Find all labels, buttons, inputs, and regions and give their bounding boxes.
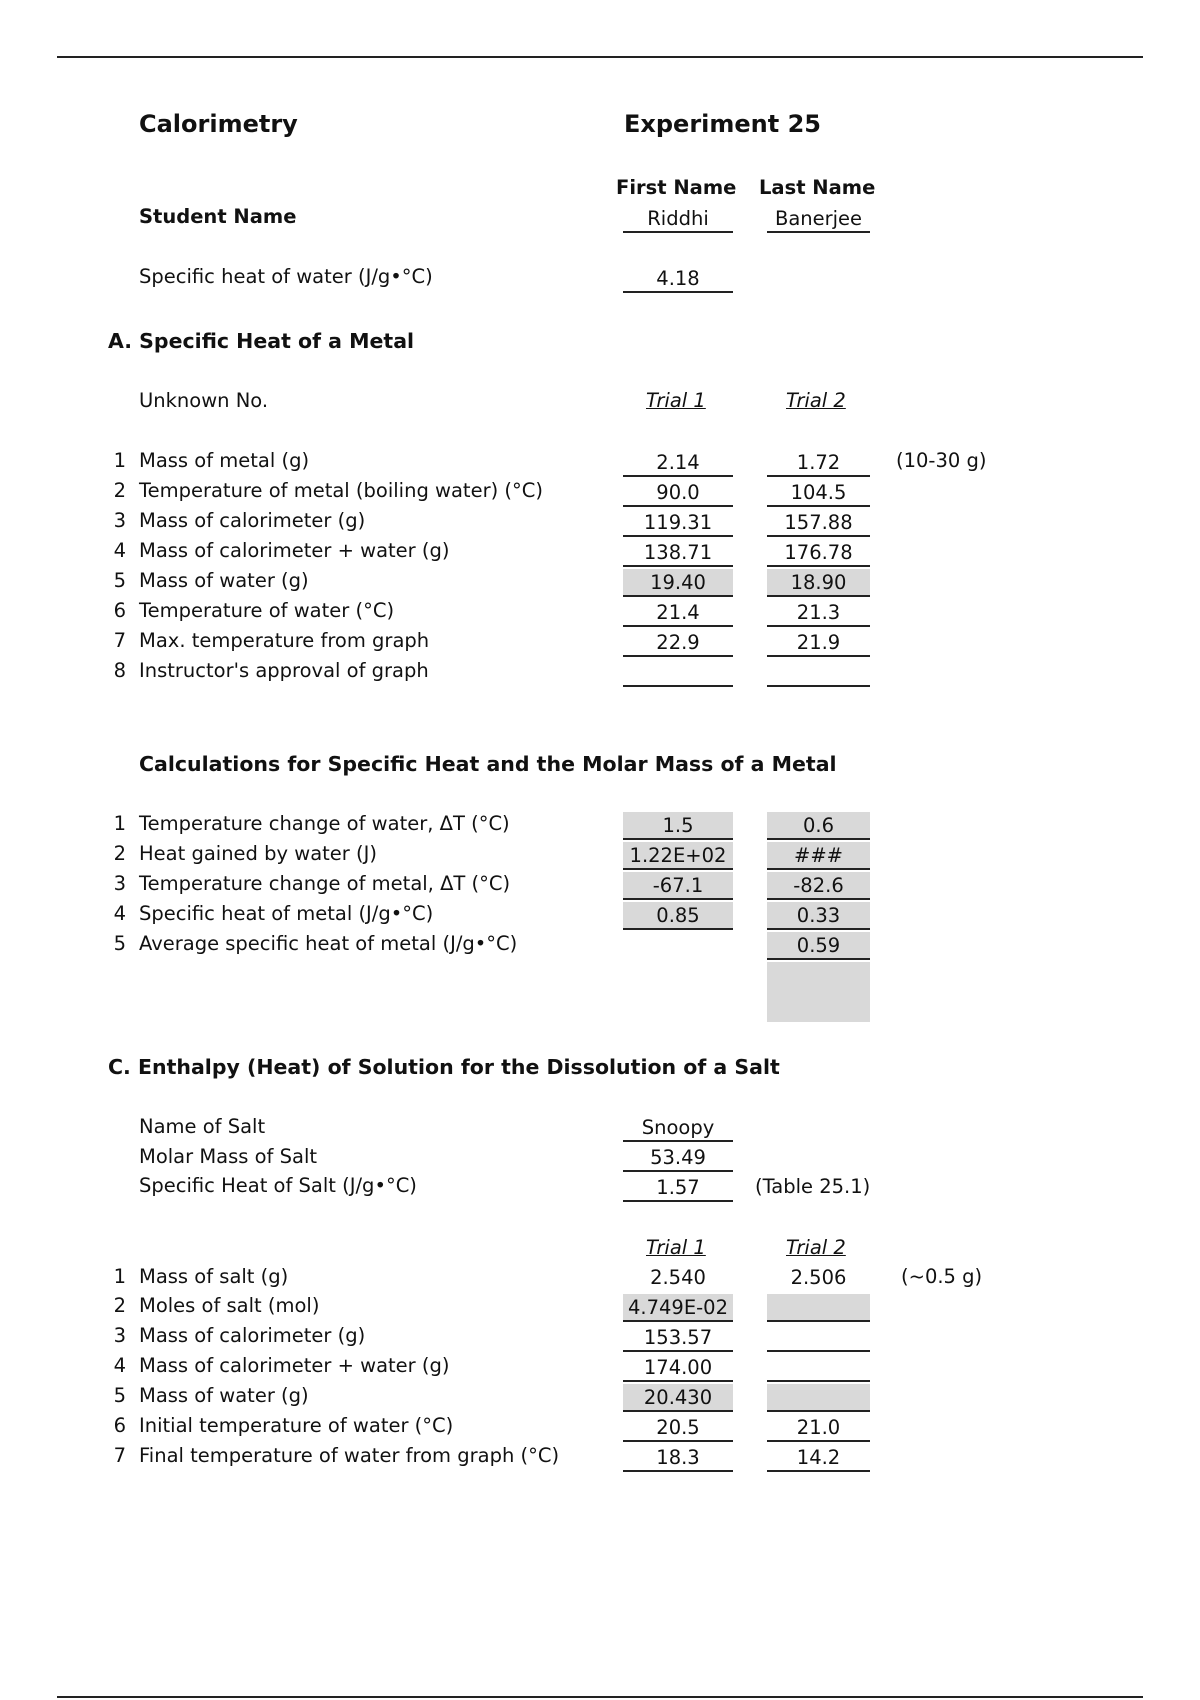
section-a-title: A. Specific Heat of a Metal xyxy=(108,329,415,353)
row-number: 3 xyxy=(113,872,126,895)
page-title: Calorimetry xyxy=(139,110,298,138)
trial2-approval-field[interactable] xyxy=(767,659,870,687)
row-label: Mass of calorimeter + water (g) xyxy=(139,539,450,562)
row-label: Temperature change of metal, ΔT (°C) xyxy=(139,872,511,895)
trial2-computed-value: ### xyxy=(767,842,870,870)
row-number: 4 xyxy=(113,1354,126,1377)
row-number: 5 xyxy=(113,932,126,955)
row-number: 7 xyxy=(113,1444,126,1467)
trial2-computed-value xyxy=(767,1384,870,1412)
row-label: Initial temperature of water (°C) xyxy=(139,1414,454,1437)
water-specific-heat-field[interactable]: 4.18 xyxy=(623,265,733,293)
trial1-value[interactable]: 21.4 xyxy=(623,599,733,627)
row-label: Max. temperature from graph xyxy=(139,629,430,652)
unknown-number-label: Unknown No. xyxy=(139,389,269,412)
trial2-value[interactable]: 104.5 xyxy=(767,479,870,507)
molar-mass-field[interactable]: 53.49 xyxy=(623,1144,733,1172)
row-label: Average specific heat of metal (J/g•°C) xyxy=(139,932,518,955)
row-number: 3 xyxy=(113,509,126,532)
trial1-value[interactable]: 90.0 xyxy=(623,479,733,507)
section-c-title: C. Enthalpy (Heat) of Solution for the Dissolution of a Salt xyxy=(108,1055,780,1079)
trial2-header: Trial 2 xyxy=(786,389,846,412)
row-number: 1 xyxy=(113,449,126,472)
trial1-value[interactable]: 2.14 xyxy=(623,449,733,477)
row-label: Heat gained by water (J) xyxy=(139,842,377,865)
trial1-value[interactable]: 153.57 xyxy=(623,1324,733,1352)
row-label: Mass of salt (g) xyxy=(139,1265,289,1288)
trial1-computed-value: 4.749E-02 xyxy=(623,1294,733,1322)
row-note: (~0.5 g) xyxy=(901,1265,983,1288)
trial2-value[interactable]: 14.2 xyxy=(767,1444,870,1472)
last-name-header: Last Name xyxy=(759,176,876,199)
salt-name-label: Name of Salt xyxy=(139,1115,266,1138)
row-number: 2 xyxy=(113,479,126,502)
row-number: 6 xyxy=(113,1414,126,1437)
trial1-computed-value: 0.85 xyxy=(623,902,733,930)
trial1-value[interactable]: 22.9 xyxy=(623,629,733,657)
row-label: Temperature of water (°C) xyxy=(139,599,395,622)
row-number: 1 xyxy=(113,812,126,835)
trial1-value[interactable]: 138.71 xyxy=(623,539,733,567)
row-note: (10-30 g) xyxy=(896,449,987,472)
row-label: Mass of calorimeter + water (g) xyxy=(139,1354,450,1377)
row-label: Temperature of metal (boiling water) (°C) xyxy=(139,479,543,502)
calculations-title: Calculations for Specific Heat and the Molar Mass of a Metal xyxy=(139,752,837,776)
shaded-empty-cell xyxy=(767,962,870,1022)
row-number: 6 xyxy=(113,599,126,622)
trial2-computed-value: -82.6 xyxy=(767,872,870,900)
row-number: 5 xyxy=(113,569,126,592)
row-label: Mass of calorimeter (g) xyxy=(139,509,366,532)
trial1-value[interactable]: 20.5 xyxy=(623,1414,733,1442)
trial2-value[interactable]: 21.3 xyxy=(767,599,870,627)
row-number: 5 xyxy=(113,1384,126,1407)
trial2-value[interactable] xyxy=(767,1324,870,1352)
row-number: 3 xyxy=(113,1324,126,1347)
molar-mass-label: Molar Mass of Salt xyxy=(139,1145,318,1168)
row-label: Mass of water (g) xyxy=(139,1384,309,1407)
table-reference-note: (Table 25.1) xyxy=(755,1175,871,1198)
trial1-computed-value: -67.1 xyxy=(623,872,733,900)
salt-specific-heat-field[interactable]: 1.57 xyxy=(623,1174,733,1202)
row-number: 2 xyxy=(113,1294,126,1317)
trial1-value[interactable]: 119.31 xyxy=(623,509,733,537)
row-number: 8 xyxy=(113,659,126,682)
row-number: 4 xyxy=(113,902,126,925)
trial1-header: Trial 1 xyxy=(646,1236,706,1259)
trial2-computed-value: 18.90 xyxy=(767,569,870,597)
trial2-value[interactable]: 176.78 xyxy=(767,539,870,567)
student-name-label: Student Name xyxy=(139,205,297,228)
row-label: Moles of salt (mol) xyxy=(139,1294,320,1317)
average-specific-heat-value: 0.59 xyxy=(767,932,870,960)
trial1-approval-field[interactable] xyxy=(623,659,733,687)
row-number: 7 xyxy=(113,629,126,652)
row-label: Mass of water (g) xyxy=(139,569,309,592)
last-name-field[interactable]: Banerjee xyxy=(767,205,870,233)
trial1-computed-value: 1.22E+02 xyxy=(623,842,733,870)
salt-name-field[interactable]: Snoopy xyxy=(623,1114,733,1142)
trial2-value[interactable] xyxy=(767,1354,870,1382)
first-name-field[interactable]: Riddhi xyxy=(623,205,733,233)
trial1-value[interactable]: 174.00 xyxy=(623,1354,733,1382)
top-rule xyxy=(57,56,1143,58)
trial2-value[interactable]: 157.88 xyxy=(767,509,870,537)
trial2-value[interactable]: 21.9 xyxy=(767,629,870,657)
row-number: 4 xyxy=(113,539,126,562)
trial1-computed-value: 1.5 xyxy=(623,812,733,840)
trial2-computed-value: 0.6 xyxy=(767,812,870,840)
trial2-computed-value xyxy=(767,1294,870,1322)
first-name-header: First Name xyxy=(616,176,737,199)
water-specific-heat-label: Specific heat of water (J/g•°C) xyxy=(139,265,433,288)
row-label: Temperature change of water, ΔT (°C) xyxy=(139,812,510,835)
trial1-header: Trial 1 xyxy=(646,389,706,412)
row-label: Specific heat of metal (J/g•°C) xyxy=(139,902,434,925)
row-label: Instructor's approval of graph xyxy=(139,659,429,682)
trial2-header: Trial 2 xyxy=(786,1236,846,1259)
trial2-value[interactable]: 2.506 xyxy=(790,1266,847,1289)
row-label: Final temperature of water from graph (°C) xyxy=(139,1444,560,1467)
row-label: Mass of metal (g) xyxy=(139,449,310,472)
bottom-rule xyxy=(57,1696,1143,1698)
trial1-value[interactable]: 18.3 xyxy=(623,1444,733,1472)
experiment-title: Experiment 25 xyxy=(624,110,821,138)
row-number: 1 xyxy=(113,1265,126,1288)
row-label: Mass of calorimeter (g) xyxy=(139,1324,366,1347)
row-number: 2 xyxy=(113,842,126,865)
trial1-computed-value: 20.430 xyxy=(623,1384,733,1412)
trial1-value[interactable]: 2.540 xyxy=(650,1266,706,1289)
trial1-computed-value: 19.40 xyxy=(623,569,733,597)
salt-specific-heat-label: Specific Heat of Salt (J/g•°C) xyxy=(139,1174,417,1197)
trial2-value[interactable]: 1.72 xyxy=(767,449,870,477)
trial2-computed-value: 0.33 xyxy=(767,902,870,930)
trial2-value[interactable]: 21.0 xyxy=(767,1414,870,1442)
